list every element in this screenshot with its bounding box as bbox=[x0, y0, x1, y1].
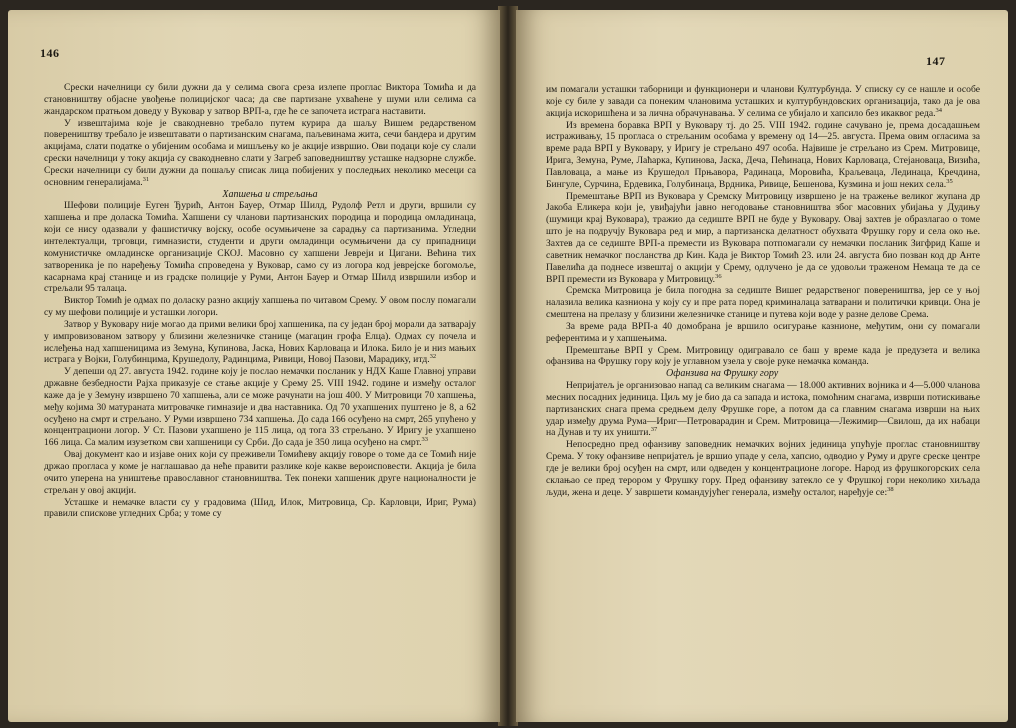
footnote-ref: 31 bbox=[142, 175, 150, 183]
paragraph: Из времена боравка ВРП у Вуковару тј. до 25. VIII 1942. године сачувано је, према досадашњем истраживању, 15 прoглaса о стрељаним особама у времену од 14—25. августа. Према овим огласима за време рада ВРП у Вуковару, у Иригу је стрељано 497 особа. Највише је стрељано из Срем. Митровице, Ирига, Земуна, Руме, Лаћарка, Купинова, Јаска, Деча, Пећинаца, Нових Карловаца, Стејановаца, Визића, Павловаца, а мање из Крушедол Прњавора, Радинаца, Моровића, Краљеваца, Лединаца, Кречдина, Бингуле, Сурчина, Ердевика, Голубинаца, Врдника, Ривице, Бешенова, Кузмина и још неких села.$^{35}$ bbox=[546, 119, 980, 190]
book-gutter bbox=[498, 6, 518, 726]
footnote-ref: 32 bbox=[429, 353, 437, 361]
paragraph: У извештајима које је свакодневно требало путем курира да шаљу Вишем редарственом повереништву требало је извештавати о партизанским снагама, паљевинама жита, сечи бандера и другим акцијама, слати податке о убијеним особама и мишљењу ко је акције извршио. Ови подаци које су слали срески начелници у току акција су свакодневно слати у Загреб заповедништву усташке надзорне службе. Срески начелници су били дужни да пошаљу списак лица побијених у последњих неколико месеци са основним генералијама.$^{31}$ bbox=[44, 117, 476, 188]
paragraph: Усташке и немачке власти су у градовима (Шид, Илок, Митровица, Ср. Карловци, Ириг, Рума) правили спискове угледних Срба; у томе су bbox=[44, 496, 476, 520]
section-heading: Офанзива на Фрушку гору bbox=[666, 368, 779, 380]
footnote-ref: 37 bbox=[650, 426, 658, 434]
paragraph: Шефови полиције Еуген Ђурић, Антон Бауер, Отмар Шилд, Рудолф Ретл и други, вршили су хапшења и пре доласка Томића. Хапшени су чланови партизанских породица и породица омладинаца, који се нису одазвали у фашистичку војску, особе осумњичене за сарадњу са партизанима. Угледни интелектуалци, трговци, гимназисти, студенти и други омладинци осумњичени да су припадници комунистичке омладинске организације СКОЈ. Масовно су хапшени Јевреји и Цигани. Већина тих затвореника је по наређењу Томића спроведена у Вуковар, само су из логора код јеврејске богомоље, касарнама крај станице и из градске полиције у Руми, Антон Бауер и Отмар Шилд извршили избор и стрељали 95 талаца. bbox=[44, 200, 476, 295]
right-page-text bbox=[546, 84, 980, 499]
footnote-ref: 34 bbox=[935, 106, 942, 114]
paragraph: За време рада ВРП-а 40 домобрана је вршило осигурање казнионе, међутим, они су помагали референтима и у хапшењима. bbox=[546, 320, 980, 344]
left-page-text bbox=[44, 82, 476, 520]
paragraph: Премештање ВРП из Вуковара у Сремску Митровицу извршено је на тражење великог жупана др Јакоба Еликера који је, увиђајући јавно негодовање становништва због масовних убијања у Дудињу (шумици крај Вуковара), тражио да седиште ВРП не буде у Вуковару. Овај захтев је образлагао о томе што је на подручју Вуковара ред и мир, а партизанска делатност обухвата Фрушку гору и села око ње. Захтев да се седиште ВРП-а премести из Вуковара потпомагали су немачки посланик Зигфрид Каше и саветник немачког посланства др Кин. Када је Виктор Томић 23. или 24. августа био позван код др Анте Павелића да поднесе извештај о акцији у Срему, одлучено је да се удовољи траженом Немаца те да се ВРП премести из Вуковара у Митровицу.$^{36}$ bbox=[546, 190, 980, 285]
paragraph: Затвор у Вуковару није могао да прими велики број хапшеника, па су један број морали да затварају у импровизованом затвору у близини железничке станице (магацин грофа Елца). Одмах су почела и ислеђења над хапшеницима из Земуна, Купинова, Јаска, Нових Карловаца и Илока. Било је и низ мањих истрага у Војки, Голубинцима, Крушедолу, Радинцима, Ривици, Новој Пазови, Марадику, итд.$^{32}$ bbox=[44, 318, 476, 366]
paragraph: им помагали усташки таборници и функционери и чланови Културбунда. У списку су се нашле и особе које су биле у завади са понеким чланoвима усташких и културбундовских организација, тако да је ова акција искоришћена и за лична обрачунавања. У селима се убијало и хапсило без икаквог реда.$^{34}$ bbox=[546, 84, 980, 119]
paragraph: У депеши од 27. августа 1942. године коју је послао немачки посланик у НДХ Каше Главној управи државне безбедности Рајха приказује се стање акције у Срему 25. VIII 1942. године и између осталог каже да је у Земуну извршено 70 хапшења, али се може рачунати на још 400. У Митровици 70 хапшења, међу којима 30 матураната митровачке гимназије и два наставника. Од 70 ухапшених пуштено је 8, а 62 осуђено на смрт и стрељано. У Руми извршено 734 хапшења. До сада 166 осуђено на смрт, 265 упућено у концентрациони логор. У Ст. Пазови ухапшено је 115 лица, од тога 33 стрељано. У Иригу је ухапшено 166 лица. Са малим изузетком сви хапшеници су Срби. До сада је 350 лица осуђено на смрт.$^{33}$ bbox=[44, 366, 476, 449]
section-heading: Хапшења и стрељања bbox=[222, 188, 318, 200]
footnote-ref: 36 bbox=[715, 272, 722, 280]
paragraph: Непријатељ је организовао напад са великим снагама — 18.000 активних војника и 4—5.000 чланова месних посадних јединица. Циљ му је био да са запада и истока, помоћним снагама, изврши потискивање партизанских снага према средњем делу Фрушке горе, а потом да са главним снагама изврши на њих удар између друма Рума—Ириг—Петроварадин и Срем. Митровица—Лежимир—Свилош, да их набаци на Дунав и ту их уништи.$^{37}$ bbox=[546, 380, 980, 439]
page-number-right: 147 bbox=[926, 54, 946, 68]
paragraph: Овај документ као и изјаве оних који су преживели Томићеву акцију говоре о томе да се Томић није држао прогласа у коме је наглашавао да неће правити разлике које каквe вероисповести. Акција је била очито уперена на уништење православног становништва. Тек понеки хапшеник друге националности је стрељан у овој акцији. bbox=[44, 449, 476, 496]
paragraph: Сремска Митровица је била погодна за седиште Вишег редарственог повереништва, јер се у њој налазила велика казниона у коју су и пре рата поред криминалаца затварани и политички кривци. Она је смештена на прелазу у близини железничке станице и путева који воде у разне делове Срема. bbox=[546, 285, 980, 321]
paragraph: Премештање ВРП у Срем. Митровицу одигравало се баш у време када је предузета и велика офанзива на Фрушку гору коју је углавном узела у своје руке немачка команда. bbox=[546, 344, 980, 368]
paragraph: Срески начелници су били дужни да у селима свога среза излепе проглас Виктора Томића и да становништву објасне увођење полицијског часа; да све партизане ухваћене у шуми или селима са жандарском пратњом доведу у Вуковар у затвор ВРП-а, где ће се започета истрага наставити. bbox=[44, 82, 476, 117]
paragraph: Непосредно пред офанзиву заповедник немачких војних јединица упућује проглас становништву Срема. У току офанзиве непријатељ је вршио упаде у села, хапсио, одводио у Руму и друге среске центре где је велики број осуђен на смрт, или одведен у концентрационе логоре. Народ из фрушкогорских села склањао се пред терором у Фрушку гору. Пред офанзиву затекло се у Фрушкој гори неколико хиљада људи, жена и деце. У зaвршeти командујућег генерала, између осталог, наређује се:$^{38}$ bbox=[546, 439, 980, 498]
footnote-ref: 38 bbox=[887, 485, 894, 493]
right-page bbox=[516, 10, 1008, 722]
page-number-left: 146 bbox=[40, 46, 60, 60]
paragraph: Виктор Томић је одмах по доласку разно акцију хапшења по читавом Срему. У овом послу помагали су му шефови полиције и усташки логори. bbox=[44, 295, 476, 319]
footnote-ref: 33 bbox=[421, 436, 428, 444]
footnote-ref: 35 bbox=[946, 177, 953, 185]
left-page bbox=[8, 10, 500, 722]
